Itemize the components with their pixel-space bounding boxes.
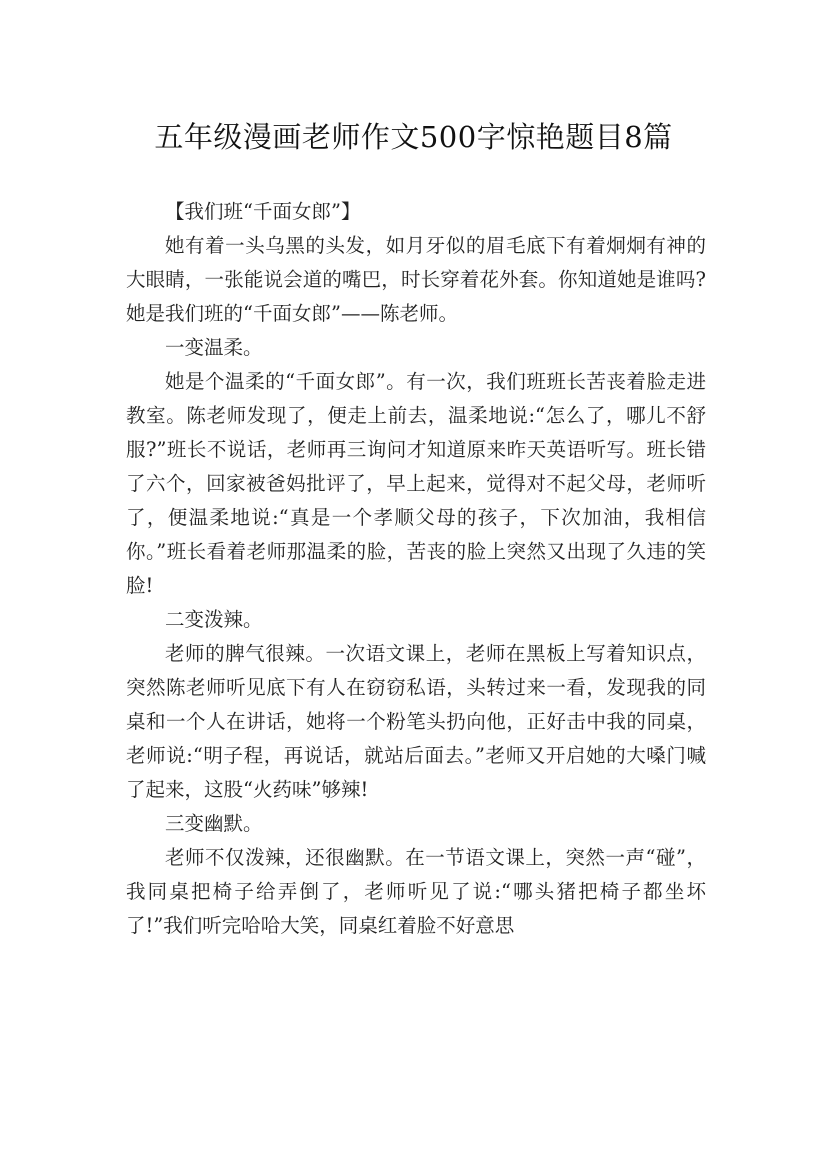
- section-heading: 【我们班“千面女郎”】: [165, 200, 361, 223]
- body-paragraph: 老师不仅泼辣，还很幽默。在一节语文课上，突然一声“碰”，我同桌把椅子给弄倒了，老师听见了说:“哪头猪把椅子都坐坏了!”我们听完哈哈大笑，同桌红着脸不好意思: [126, 846, 706, 937]
- body-paragraph: 老师的脾气很辣。一次语文课上，老师在黑板上写着知识点，突然陈老师听见底下有人在窃窃私语，头转过来一看，发现我的同桌和一个人在讲话，她将一个粉笔头扔向他，正好击中我的同桌，老师说:“明子程，再说话，就站后面去。”老师又开启她的大嗓门喊了起来，这股“火药味”够辣!: [126, 642, 706, 801]
- section-heading: 一变温柔。: [165, 336, 263, 359]
- document-title: 五年级漫画老师作文500字惊艳题目8篇: [154, 120, 673, 155]
- document-body: [126, 195, 706, 943]
- body-paragraph: 她有着一头乌黑的头发，如月牙似的眉毛底下有着炯炯有神的大眼睛，一张能说会道的嘴巴，时长穿着花外套。你知道她是谁吗?她是我们班的“千面女郎”——陈老师。: [126, 234, 706, 325]
- section-heading: 二变泼辣。: [165, 608, 263, 631]
- section-heading: 三变幽默。: [165, 812, 263, 835]
- body-paragraph: 她是个温柔的“千面女郎”。有一次，我们班班长苦丧着脸走进教室。陈老师发现了，便走上前去，温柔地说:“怎么了，哪儿不舒服?”班长不说话，老师再三询问才知道原来昨天英语听写。班长错了六个，回家被爸妈批评了，早上起来，觉得对不起父母，老师听了，便温柔地说:“真是一个孝顺父母的孩子，下次加油，我相信你。”班长看着老师那温柔的脸，苦丧的脸上突然又出现了久违的笑脸!: [126, 370, 706, 597]
